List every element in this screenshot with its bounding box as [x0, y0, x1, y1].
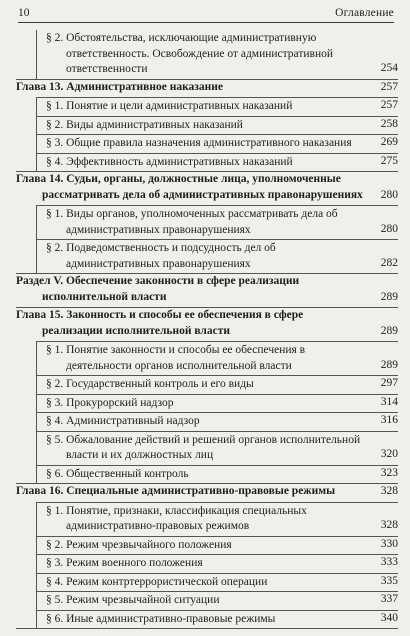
toc-item-title: § 4. Режим контртеррористической операции	[46, 575, 268, 588]
toc-item-title: § 3. Прокурорский надзор	[46, 396, 174, 409]
toc-item[interactable]	[37, 591, 398, 610]
toc-item-page: 333	[380, 556, 398, 568]
toc-item-list	[36, 30, 398, 79]
toc-item-title: § 2. Государственный контроль и его виды	[46, 378, 254, 390]
toc-item-title: § 1. Понятие и цели административных наказаний	[46, 100, 293, 112]
toc-heading-page: 257	[380, 80, 398, 93]
toc-item-page: 340	[380, 611, 398, 624]
toc-item[interactable]	[37, 554, 398, 573]
toc-heading-title: Глава 16. Специальные административно-правовые режимы	[16, 485, 336, 497]
running-title: Оглавление	[335, 7, 394, 19]
toc-section-ch15	[16, 307, 398, 484]
toc-item-page: 335	[380, 574, 398, 587]
toc-heading-title: Глава 13. Административное наказание	[16, 80, 224, 93]
toc-item-title: § 3. Общие правила назначения административного наказания	[46, 137, 352, 149]
toc-item[interactable]	[37, 30, 398, 79]
toc-item[interactable]	[37, 502, 398, 536]
toc-item[interactable]	[37, 116, 398, 135]
toc-heading-page: 280	[380, 188, 398, 201]
page-header	[18, 4, 394, 23]
toc-item-page: 320	[380, 448, 398, 460]
toc-item-page: 257	[380, 99, 398, 111]
toc-heading[interactable]	[16, 308, 398, 341]
toc-item-title: § 2. Обстоятельства, исключающие административную ответственность. Освобождение от административной ответственности	[46, 32, 334, 75]
toc-item[interactable]	[37, 573, 398, 592]
toc-section-ch13	[16, 79, 398, 173]
toc-item[interactable]	[37, 610, 398, 629]
toc-item-page: 280	[380, 222, 398, 235]
toc-section-ch12-tail	[16, 30, 398, 80]
toc-item-page: 269	[380, 136, 398, 148]
toc-item-page: 254	[380, 62, 398, 74]
toc-item[interactable]	[37, 465, 398, 484]
toc-heading-page: 328	[380, 485, 398, 497]
toc-heading-title: Глава 15. Законность и способы ее обеспечения в сфере реализации исполнительной власти	[16, 309, 304, 337]
toc-section-ch14	[16, 171, 398, 274]
toc-section-ch16	[16, 483, 398, 629]
toc-item-page: 323	[380, 466, 398, 479]
toc-heading[interactable]	[16, 484, 398, 502]
toc-item-page: 314	[380, 395, 398, 408]
toc-item-title: § 6. Иные административно-правовые режимы	[46, 612, 276, 625]
toc-item-title: § 4. Административный надзор	[46, 415, 200, 427]
toc-item-page: 328	[380, 519, 398, 531]
toc-item-title: § 5. Режим чрезвычайной ситуации	[46, 594, 220, 606]
toc-section-part5	[16, 273, 398, 308]
toc-item-list	[36, 205, 398, 273]
toc-item-title: § 1. Понятие законности и способы ее обеспечения в деятельности органов исполнительной власти	[46, 344, 306, 372]
toc-heading[interactable]	[16, 274, 398, 307]
toc-item[interactable]	[37, 394, 398, 413]
toc-item-page: 337	[380, 593, 398, 605]
toc-item-title: § 3. Режим военного положения	[46, 557, 203, 569]
toc-item-title: § 2. Виды административных наказаний	[46, 118, 243, 131]
toc-heading-title: Глава 14. Судьи, органы, должностные лица, уполномоченные рассматривать дела об административных правонарушениях	[16, 173, 363, 201]
toc-item-page: 316	[380, 414, 398, 426]
toc-item-title: § 1. Виды органов, уполномоченных рассматривать дела об административных правонарушениях	[46, 208, 338, 236]
toc-item-title: § 5. Обжалование действий и решений органов исполнительной власти и их должностных лиц	[46, 433, 361, 461]
toc-item[interactable]	[37, 239, 398, 273]
toc-item-title: § 2. Режим чрезвычайного положения	[46, 538, 232, 551]
toc-item-page: 330	[380, 537, 398, 550]
toc-heading-page: 289	[380, 290, 398, 303]
toc-item[interactable]	[37, 375, 398, 394]
toc-item-page: 289	[380, 358, 398, 371]
toc-item-title: § 6. Общественный контроль	[46, 467, 189, 480]
toc-item-list	[36, 341, 398, 483]
toc-item-page: 297	[380, 377, 398, 389]
table-of-contents	[16, 30, 398, 628]
toc-item[interactable]	[37, 134, 398, 153]
toc-item[interactable]	[37, 153, 398, 172]
toc-item-title: § 1. Понятие, признаки, классификация специальных административно-правовых режимов	[46, 504, 307, 532]
toc-heading-page: 289	[380, 324, 398, 337]
toc-item[interactable]	[37, 97, 398, 116]
toc-item-list	[36, 97, 398, 171]
toc-item-page: 275	[380, 154, 398, 167]
toc-item[interactable]	[37, 412, 398, 431]
page-number: 10	[18, 7, 30, 19]
toc-item-title: § 2. Подведомственность и подсудность дел об административных правонарушениях	[46, 242, 276, 270]
toc-item-page: 258	[380, 117, 398, 130]
toc-heading-title: Раздел V. Обеспечение законности в сфере реализации исполнительной власти	[16, 275, 300, 303]
toc-item-list	[36, 502, 398, 629]
toc-item[interactable]	[37, 431, 398, 465]
toc-item[interactable]	[37, 536, 398, 555]
toc-heading[interactable]	[16, 172, 398, 205]
toc-item[interactable]	[37, 205, 398, 239]
toc-item-title: § 4. Эффективность административных наказаний	[46, 155, 293, 168]
toc-item[interactable]	[37, 341, 398, 375]
toc-item-page: 282	[380, 256, 398, 269]
toc-heading[interactable]	[16, 80, 398, 98]
